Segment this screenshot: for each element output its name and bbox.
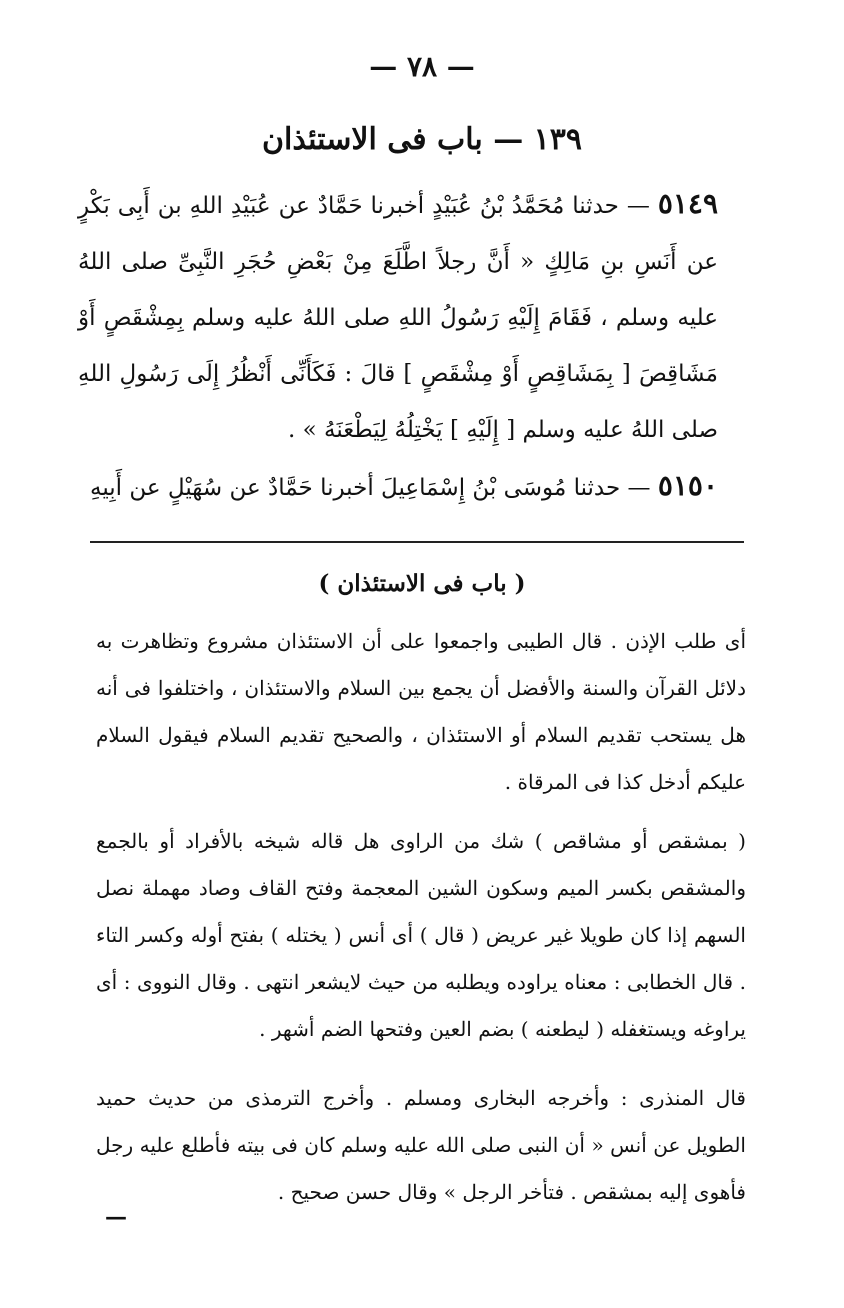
commentary-paragraph: أى طلب الإذن . قال الطيبى واجمعوا على أن الاستئذان مشروع وتظاهرت به دلائل القرآن والسنة والأفضل أن يجمع بين السلام والاستئذان ، واختلفوا فى أنه هل يستحب تقديم السلام أو الاستئذان ، والصحيح تقديم السلام فيقول السلام عليكم أدخل كذا فى المرقاة .: [96, 629, 746, 794]
hadith-text: — حدثنا مُحَمَّدُ بْنُ عُبَيْدٍ أخبرنا حَمَّادٌ عن عُبَيْدِ اللهِ بن أَبِى بَكْرٍ عن أَنَسِ بنِ مَالِكٍ « أَنَّ رجلاً اطَّلَعَ مِنْ بَعْضِ حُجَرِ النَّبِىِّ صلى اللهُ عليه وسلم ، فَقَامَ إِلَيْهِ رَسُولُ اللهِ صلى اللهُ عليه وسلم بِمِشْقَصٍ أَوْ مَشَاقِصَ [ بِمَشَاقِصٍ أَوْ مِشْقَصٍ ] قالَ : فَكَأَنِّى أَنْظُرُ إِلَى رَسُولِ اللهِ صلى اللهُ عليه وسلم [ إِلَيْهِ ] يَخْتِلُهُ لِيَطْعَنَهُ » .: [78, 193, 718, 443]
commentary-paragraph: ( بمشقص أو مشاقص ) شك من الراوى هل قاله شيخه بالأفراد أو بالجمع والمشقص بكسر الميم وسكون الشين المعجمة وفتح القاف وصاد مهملة نصل السهم إذا كان طويلا غير عريض ( قال ) أى أنس ( يختله ) بفتح أوله وكسر التاء . قال الخطابى : معناه يراوده ويطلبه من حيث لايشعر انتهى . وقال النووى : أى يراوغه ويستغفله ( ليطعنه ) بضم العين وفتحها الضم أشهر .: [96, 829, 746, 1041]
chapter-title: ١٣٩ — باب فى الاستئذان: [262, 122, 582, 157]
footnote-divider: [90, 541, 744, 543]
end-dash: —: [105, 1204, 127, 1230]
commentary-paragraph: قال المنذرى : وأخرجه البخارى ومسلم . وأخرج الترمذى من حديث حميد الطويل عن أنس « أن النبى صلى الله عليه وسلم كان فى بيته فأطلع عليه رجل فأهوى إليه بمشقص . فتأخر الرجل » وقال حسن صحيح .: [96, 1086, 746, 1204]
hadith-number: ٥١٥٠: [657, 469, 718, 502]
hadith-text: — حدثنا مُوسَى بْنُ إِسْمَاعِيلَ أخبرنا حَمَّادٌ عن سُهَيْلٍ عن أَبِيهِ: [90, 475, 658, 501]
hadith-5150: [78, 458, 718, 516]
page-number: — ٧٨ —: [369, 50, 475, 83]
hadith-5149: [78, 176, 718, 458]
commentary-title: ( باب فى الاستئذان ): [318, 570, 526, 597]
hadith-number: ٥١٤٩: [657, 187, 718, 220]
